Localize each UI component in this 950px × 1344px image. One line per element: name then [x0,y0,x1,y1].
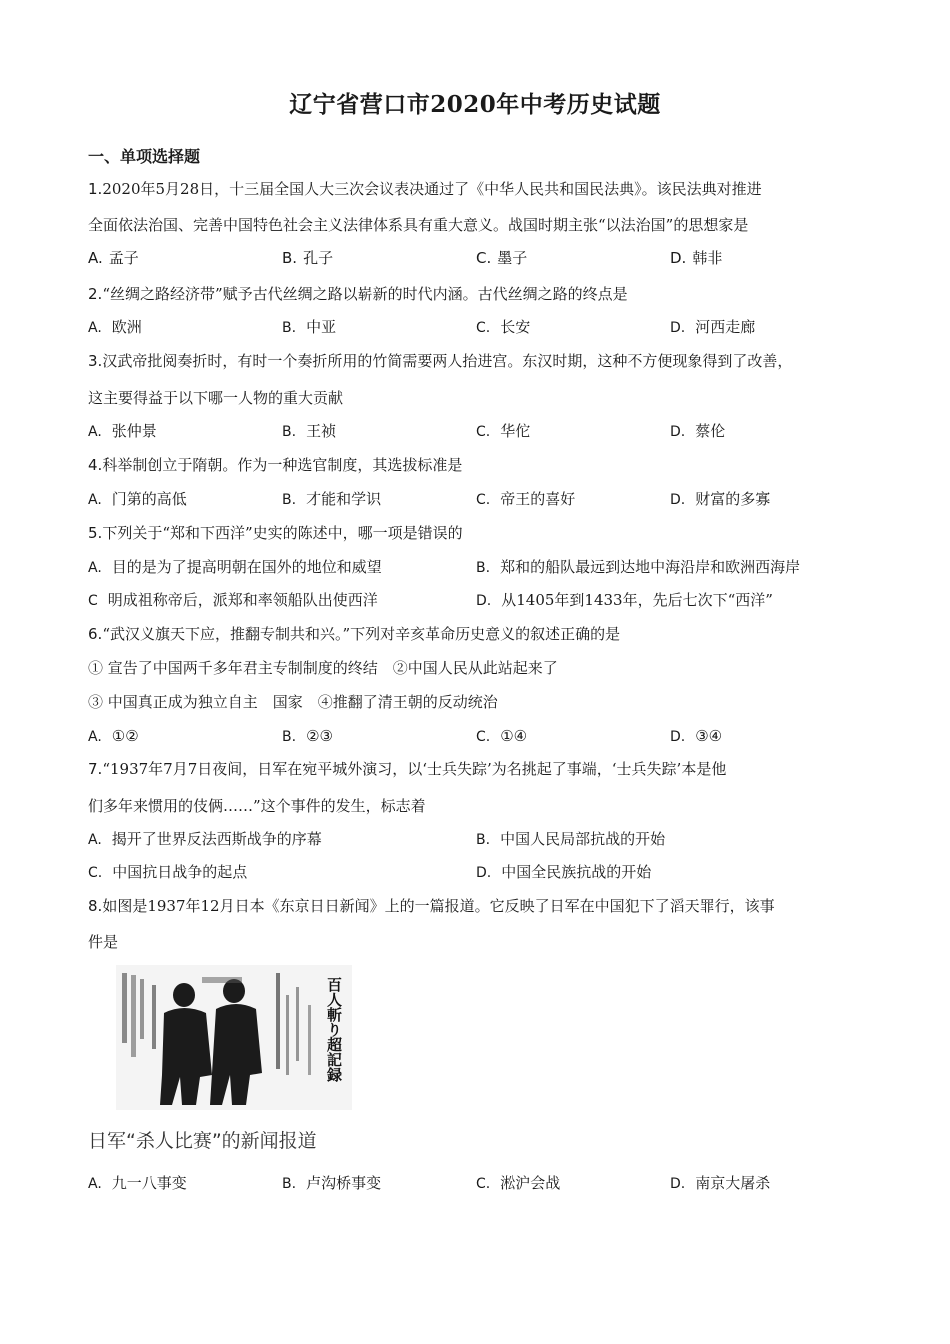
question-number: 7. [88,760,103,778]
question-5-line-1: 5.下列关于“郑和下西洋”史实的陈述中，哪一项是错误的 [88,524,463,542]
question-number: 5. [88,524,103,542]
option-a[interactable]: A. 欧洲 [88,318,142,336]
question-7-options-row-2 [88,862,878,882]
question-7-line-2: 们多年来惯用的伎俩……”这个事件的发生，标志着 [88,797,426,815]
option-b[interactable]: B. ②③ [282,727,333,745]
question-number: 4. [88,456,103,474]
option-c[interactable]: C. 长安 [476,318,531,336]
question-number: 8. [88,897,103,915]
question-3-options [88,421,878,441]
question-3-line-2: 这主要得益于以下哪一人物的重大贡献 [88,389,344,407]
option-d[interactable]: D. 南京大屠杀 [670,1174,771,1192]
question-2-options [88,317,878,337]
option-a[interactable]: A. 九一八事变 [88,1174,187,1192]
question-5-options-row-1 [88,557,878,577]
question-1-options [88,248,878,268]
question-8-options [88,1173,878,1193]
newspaper-photo-icon [116,965,352,1110]
question-3-line-1: 3.汉武帝批阅奏折时，有时一个奏折所用的竹简需要两人抬进宫。东汉时期，这种不方便现象得到了改善， [88,352,793,370]
option-b[interactable]: B. 中亚 [282,318,337,336]
option-d[interactable]: D. 财富的多寡 [670,490,771,508]
question-6-statement-2: ③ 中国真正成为独立自主 国家 ④推翻了清王朝的反动统治 [88,693,498,711]
question-1-line-1: 1.2020年5月28日，十三届全国人大三次会议表决通过了《中华人民共和国民法典》。该民法典对推进 [88,180,762,198]
question-number: 2. [88,285,103,303]
option-b[interactable]: B. 郑和的船队最远到达地中海沿岸和欧洲西海岸 [476,558,801,576]
figure-headline: 百人斬り超記録 [325,977,343,1082]
question-number: 3. [88,352,103,370]
option-a[interactable]: A. 张仲景 [88,422,157,440]
option-a[interactable]: A. ①② [88,727,139,745]
question-number: 6. [88,625,103,643]
option-c[interactable]: C. ①④ [476,727,528,745]
question-6-line-1: 6.“武汉义旗天下应，推翻专制共和兴。”下列对辛亥革命历史意义的叙述正确的是 [88,625,621,643]
option-a[interactable]: A. 孟子 [88,249,139,267]
option-c[interactable]: C. 淞沪会战 [476,1174,561,1192]
option-c[interactable]: C 明成祖称帝后，派郑和率领船队出使西洋 [88,591,378,609]
question-6-statement-1: ① 宣告了中国两千多年君主专制制度的终结 ②中国人民从此站起来了 [88,659,558,677]
question-2-line-1: 2.“丝绸之路经济带”赋予古代丝绸之路以崭新的时代内涵。古代丝绸之路的终点是 [88,285,628,303]
option-c[interactable]: C. 墨子 [476,249,528,267]
option-b[interactable]: B. 王祯 [282,422,337,440]
option-b[interactable]: B. 中国人民局部抗战的开始 [476,830,666,848]
section-heading: 一、单项选择题 [88,147,201,166]
option-d[interactable]: D. 蔡伦 [670,422,726,440]
option-a[interactable]: A. 揭开了世界反法西斯战争的序幕 [88,830,322,848]
question-6-options [88,726,878,746]
question-number: 1. [88,180,103,198]
option-d[interactable]: D. ③④ [670,727,723,745]
option-d[interactable]: D. 河西走廊 [670,318,756,336]
option-c[interactable]: C. 华佗 [476,422,531,440]
option-d[interactable]: D. 韩非 [670,249,723,267]
figure-caption: 日军“杀人比赛”的新闻报道 [88,1130,317,1152]
option-a[interactable]: A. 目的是为了提高明朝在国外的地位和威望 [88,558,382,576]
option-b[interactable]: B. 才能和学识 [282,490,382,508]
question-8-line-1: 8.如图是1937年12月日本《东京日日新闻》上的一篇报道。它反映了日军在中国犯下了滔天罪行，该事 [88,897,775,915]
option-d[interactable]: D. 从1405年到1433年，先后七次下“西洋” [476,591,773,609]
option-a[interactable]: A. 门第的高低 [88,490,187,508]
question-7-options-row-1 [88,829,878,849]
option-b[interactable]: B. 孔子 [282,249,334,267]
question-8-line-2: 件是 [88,933,119,951]
option-d[interactable]: D. 中国全民族抗战的开始 [476,863,652,881]
question-5-options-row-2 [88,590,878,610]
option-b[interactable]: B. 卢沟桥事变 [282,1174,382,1192]
question-4-line-1: 4.科举制创立于隋朝。作为一种选官制度，其选拔标准是 [88,456,463,474]
question-1-line-2: 全面依法治国、完善中国特色社会主义法律体系具有重大意义。战国时期主张“以法治国”的思想家是 [88,216,749,234]
option-c[interactable]: C. 中国抗日战争的起点 [88,863,248,881]
option-c[interactable]: C. 帝王的喜好 [476,490,576,508]
question-7-line-1: 7.“1937年7月7日夜间，日军在宛平城外演习，以‘士兵失踪’为名挑起了事端，‘士兵失踪’本是他 [88,760,727,778]
question-4-options [88,489,878,509]
page-title: 辽宁省营口市2020年中考历史试题 [289,91,661,118]
